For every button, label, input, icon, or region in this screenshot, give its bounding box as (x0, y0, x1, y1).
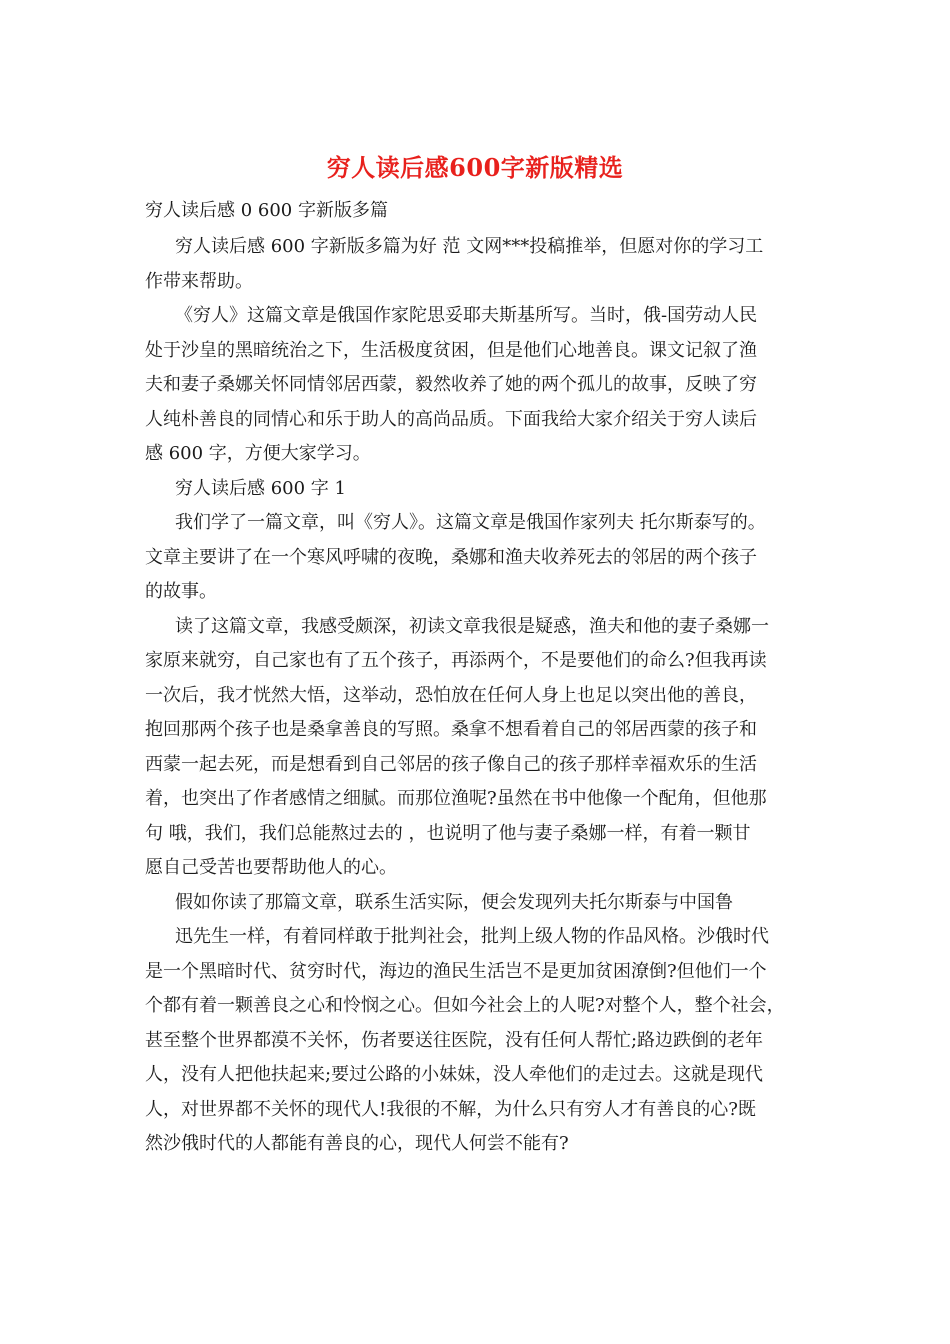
text-line: 着，也突出了作者感情之细腻。而那位渔呢?虽然在书中他像一个配角，但他那 (145, 788, 767, 809)
text-line: 然沙俄时代的人都能有善良的心，现代人何尝不能有? (145, 1133, 569, 1154)
text-line: 抱回那两个孩子也是桑拿善良的写照。桑拿不想看着自己的邻居西蒙的孩子和 (145, 719, 757, 740)
text-line: 夫和妻子桑娜关怀同情邻居西蒙，毅然收养了她的两个孤儿的故事，反映了穷 (145, 374, 757, 395)
paragraph-6 (145, 920, 825, 1162)
text-line: 人，没有人把他扶起来;要过公路的小妹妹，没人牵他们的走过去。这就是现代 (145, 1064, 764, 1085)
paragraph-1 (145, 230, 825, 299)
paragraph-2 (145, 299, 825, 472)
section-heading (145, 472, 825, 507)
text-line: 一次后，我才恍然大悟，这举动，恐怕放在任何人身上也足以突出他的善良， (145, 684, 757, 706)
document-title: 穷人读后感600字新版精选 (326, 153, 624, 182)
text-line: 假如你读了那篇文章，联系生活实际，便会发现列夫托尔斯泰与中国鲁 (175, 891, 733, 913)
document-body (145, 230, 825, 1162)
text-line: 《穷人》这篇文章是俄国作家陀思妥耶夫斯基所写。当时，俄-国劳动人民 (175, 305, 758, 326)
paragraph-5 (145, 886, 825, 921)
text-line: 句 哦，我们，我们总能熬过去的 ，也说明了他与妻子桑娜一样，有着一颗甘 (145, 822, 751, 844)
text-line: 穷人读后感 600 字新版多篇为好 范 文网***投稿推举，但愿对你的学习工 (175, 236, 764, 257)
text-line: 的故事。 (145, 581, 217, 602)
text-line: 人，对世界都不关怀的现代人!我很的不解，为什么只有穷人才有善良的心?既 (145, 1098, 756, 1120)
text-line: 作带来帮助。 (145, 270, 253, 292)
text-line: 是一个黑暗时代、贫穷时代，海边的渔民生活岂不是更加贫困潦倒?但他们一个 (145, 960, 767, 982)
paragraph-3 (145, 506, 825, 610)
text-line: 人纯朴善良的同情心和乐于助人的高尚品质。下面我给大家介绍关于穷人读后 (145, 408, 757, 430)
text-line: 我们学了一篇文章，叫《穷人》。这篇文章是俄国作家列夫 托尔斯泰写的。 (175, 512, 766, 533)
text-line: 甚至整个世界都漠不关怀，伤者要送往医院，没有任何人帮忙;路边跌倒的老年 (145, 1029, 764, 1051)
text-line: 读了这篇文章，我感受颇深，初读文章我很是疑惑，渔夫和他的妻子桑娜一 (175, 615, 769, 637)
document-subtitle: 穷人读后感 0 600 字新版多篇 (145, 200, 388, 221)
paragraph-4 (145, 610, 825, 886)
text-line: 穷人读后感 600 字 1 (175, 477, 346, 499)
text-line: 迅先生一样，有着同样敢于批判社会，批判上级人物的作品风格。沙俄时代 (175, 926, 769, 947)
text-line: 文章主要讲了在一个寒风呼啸的夜晚，桑娜和渔夫收养死去的邻居的两个孩子 (145, 546, 757, 568)
text-line: 处于沙皇的黑暗统治之下，生活极度贫困，但是他们心地善良。课文记叙了渔 (145, 339, 757, 361)
text-line: 愿自己受苦也要帮助他人的心。 (145, 857, 397, 878)
text-line: 家原来就穷，自己家也有了五个孩子，再添两个，不是要他们的命么?但我再读 (145, 650, 767, 671)
text-line: 感 600 字，方便大家学习。 (145, 443, 371, 464)
text-line: 个都有着一颗善良之心和怜悯之心。但如今社会上的人呢?对整个人，整个社会， (145, 995, 785, 1016)
text-line: 西蒙一起去死，而是想看到自己邻居的孩子像自己的孩子那样幸福欢乐的生活 (145, 753, 757, 775)
